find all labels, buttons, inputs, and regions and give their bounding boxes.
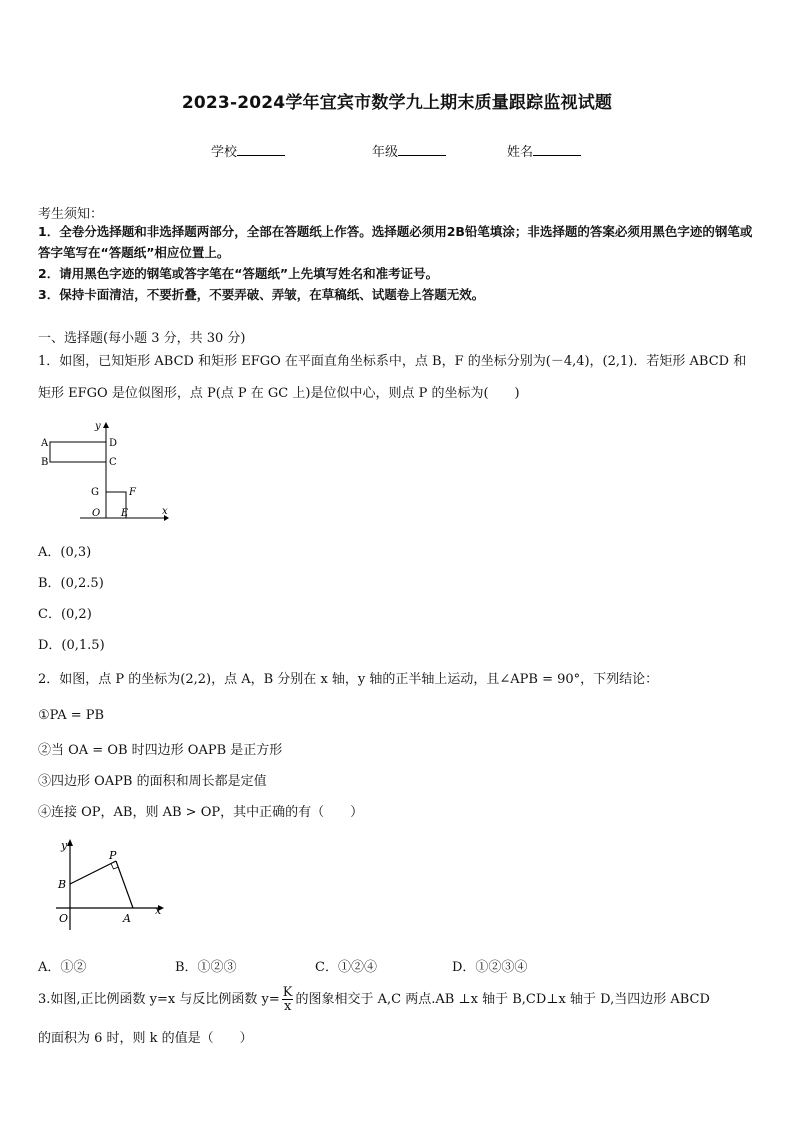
- notice-item-2: 2．请用黑色字迹的钢笔或答字笔在“答题纸”上先填写姓名和准考证号。: [38, 266, 439, 281]
- q1-option-a[interactable]: A．(0,3): [38, 545, 92, 560]
- q2-conclusion-1: ①PA = PB: [38, 708, 105, 723]
- q1-label-g: G: [91, 487, 99, 498]
- q1-option-d[interactable]: D．(0,1.5): [38, 638, 105, 653]
- q1-label-d: D: [109, 438, 118, 449]
- q1-label-c: C: [109, 457, 117, 468]
- q2-segment-bp: [70, 861, 116, 884]
- q3-stem-line2: 的面积为 6 时，则 k 的值是（ ）: [38, 1031, 253, 1046]
- q1-figure: [36, 418, 176, 522]
- school-blank[interactable]: [237, 143, 285, 156]
- q1-option-b[interactable]: B．(0,2.5): [38, 576, 104, 591]
- q2-label-b: B: [58, 878, 67, 891]
- q1-label-f: F: [129, 487, 136, 498]
- q2-figure: [54, 834, 174, 938]
- q1-y-arrow: [103, 422, 109, 428]
- q1-label-y: y: [95, 421, 101, 432]
- q1-option-c[interactable]: C．(0,2): [38, 607, 92, 622]
- school-field[interactable]: [211, 141, 285, 160]
- q2-segment-pa: [116, 861, 133, 908]
- q3-frac-numerator: K: [282, 985, 293, 1000]
- q1-label-o: O: [92, 508, 101, 519]
- q2-option-a[interactable]: A．①②: [38, 960, 87, 975]
- name-field[interactable]: [507, 141, 581, 160]
- grade-label: 年级: [372, 145, 399, 160]
- q2-stem: 2．如图，点 P 的坐标为(2,2)，点 A，B 分别在 x 轴，y 轴的正半轴上运动，且∠APB = 90°，下列结论：: [38, 672, 659, 687]
- q3-stem-part1: 3.如图,正比例函数 y=x 与反比例函数 y=: [38, 992, 280, 1007]
- q1-label-a: A: [41, 438, 49, 449]
- q1-label-b: B: [41, 457, 49, 468]
- name-blank[interactable]: [533, 143, 581, 156]
- q1-stem-line2: 矩形 EFGO 是位似图形，点 P(点 P 在 GC 上)是位似中心，则点 P 的坐标为( ): [38, 386, 520, 401]
- q1-label-e: E: [121, 508, 129, 519]
- q2-option-c[interactable]: C．①②④: [315, 960, 377, 975]
- q2-conclusion-2: ②当 OA = OB 时四边形 OAPB 是正方形: [38, 743, 283, 758]
- notice-item-3: 3．保持卡面清洁，不要折叠，不要弄破、弄皱，在草稿纸、试题卷上答题无效。: [38, 287, 485, 302]
- q2-option-d[interactable]: D．①②③④: [452, 960, 528, 975]
- q3-stem-line1: [38, 985, 760, 1015]
- q2-label-o: O: [59, 912, 69, 925]
- q3-fraction: [282, 986, 294, 1013]
- q3-stem-part2: 的图象相交于 A,C 两点.AB ⊥x 轴于 B,CD⊥x 轴于 D,当四边形 ABCD: [295, 992, 710, 1007]
- grade-blank[interactable]: [398, 143, 446, 156]
- notice-heading: 考生须知：: [38, 207, 104, 222]
- q1-label-x: x: [162, 506, 168, 517]
- school-label: 学校: [211, 145, 238, 160]
- q2-y-arrow: [67, 839, 73, 846]
- q1-rect-abcd: [50, 442, 106, 462]
- q2-conclusion-4: ④连接 OP，AB，则 AB > OP，其中正确的有（ ）: [38, 805, 364, 820]
- q3-frac-denominator: x: [283, 999, 292, 1014]
- page-title: 2023-2024学年宜宾市数学九上期末质量跟踪监视试题: [181, 93, 613, 113]
- q2-label-y: y: [61, 839, 68, 852]
- q1-stem-line1: 1．如图，已知矩形 ABCD 和矩形 EFGO 在平面直角坐标系中，点 B，F 的坐标分别为(－4,4)，(2,1)．若矩形 ABCD 和: [38, 354, 747, 369]
- section-title: 一、选择题(每小题 3 分，共 30 分): [38, 331, 246, 346]
- name-label: 姓名: [507, 145, 534, 160]
- q2-conclusion-3: ③四边形 OAPB 的面积和周长都是定值: [38, 774, 267, 789]
- q2-label-x: x: [155, 904, 162, 917]
- q2-label-a: A: [123, 912, 131, 925]
- q2-option-b[interactable]: B．①②③: [175, 960, 237, 975]
- notice-item-1: 1．全卷分选择题和非选择题两部分，全部在答题纸上作答。选择题必须用2B铅笔填涂；非选择题的答案必须用黑色字迹的钢笔或答字笔写在“答题纸”相应位置上。: [38, 224, 753, 260]
- q2-label-p: P: [109, 849, 117, 862]
- grade-field[interactable]: [372, 141, 446, 160]
